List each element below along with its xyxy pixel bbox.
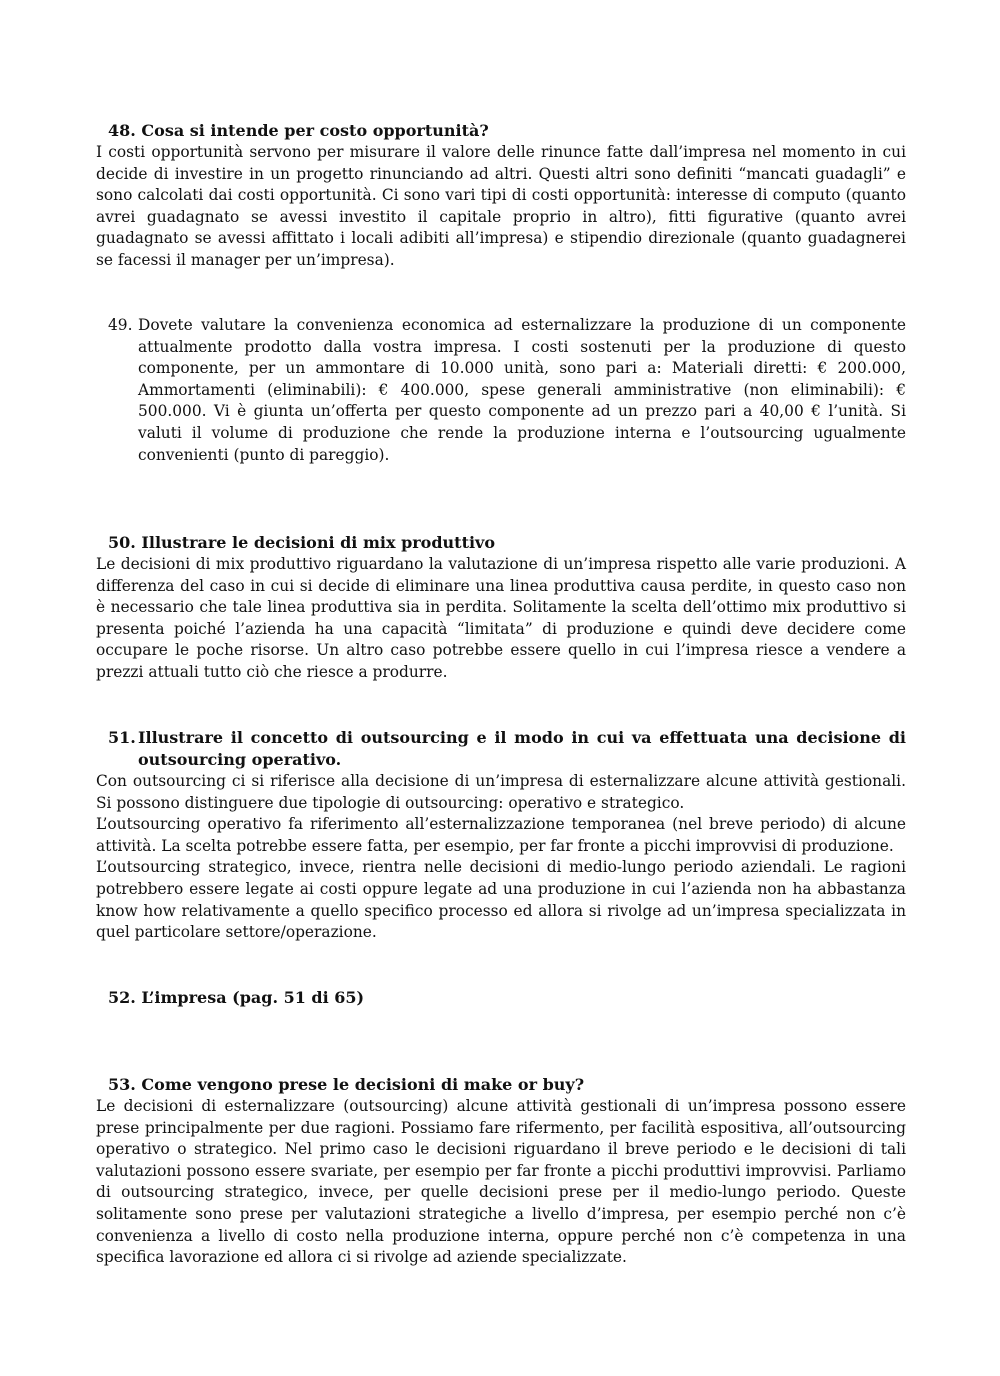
question-51-heading [108,727,906,770]
question-48-answer [96,142,906,272]
question-50-answer-text: Le decisioni di mix produttivo riguardano la valutazione di un’impresa rispetto alle varie produzioni. A differenza del caso in cui si decide di eliminare una linea produttiva causa perdite, in questo caso non è necessario che tale linea produttiva sia in perdita. Solitamente la scelta dell’ottimo mix produttivo si presenta poiché l’azienda ha una capacità “limitata” di produzione e quindi deve decidere come occupare le poche risorse. Un altro caso potrebbe essere quello in cui l’impresa riesce a vendere a prezzi attuali tutto ciò che riesce a produrre. [96,555,906,681]
question-51-paragraph-3: L’outsourcing strategico, invece, rientra nelle decisioni di medio-lungo periodo aziendali. Le ragioni potrebbero essere legate ai costi oppure legate ad una produzione in cui l’azienda non ha abbastanza know how relativamente a quello specifico processo ed allora si rivolge ad un’impresa specializzata in quel particolare settore/operazione. [96,858,906,942]
question-51-heading-text: Illustrare il concetto di outsourcing e il modo in cui va effettuata una decisione di outsourcing operativo. [138,728,906,769]
question-51-answer [96,771,906,944]
question-50-heading [108,532,906,554]
question-53-heading [108,1074,906,1096]
question-48-heading-text: 48. Cosa si intende per costo opportunità? [108,121,489,140]
question-53-answer-text: Le decisioni di esternalizzare (outsourcing) alcune attività gestionali di un’impresa possono essere prese principalmente per due ragioni. Possiamo fare rifermento, per facilità espositiva, all’outsourcing operativo o strategico. Nel primo caso le decisioni riguardano il breve periodo e le decisioni di tali valutazioni possono essere svariate, per esempio per far fronte a picchi produttivi improvvisi. Parliamo di outsourcing strategico, invece, per quelle decisioni prese per il medio-lungo periodo. Queste solitamente sono prese per valutazioni strategiche a livello d’impresa, per esempio perché non c’è convenienza a livello di costo nella produzione interna, oppure perché non c’è competenza in una specifica lavorazione ed allora ci si rivolge ad aziende specializzate. [96,1097,906,1267]
question-51-number: 51. [108,728,136,747]
question-50-heading-text: 50. Illustrare le decisioni di mix produttivo [108,533,495,552]
question-48-heading [108,120,906,142]
question-49 [108,315,906,466]
question-53-answer [96,1096,906,1269]
question-53-heading-text: 53. Come vengono prese le decisioni di make or buy? [108,1075,585,1094]
question-49-text: Dovete valutare la convenienza economica ad esternalizzare la produzione di un componente attualmente prodotto dalla vostra impresa. I costi sostenuti per la produzione di questo componente, per un ammontare di 10.000 unità, sono pari a: Materiali diretti: € 200.000, Ammortamenti (eliminabili): € 400.000, spese generali amministrative (non eliminabili): € 500.000. Vi è giunta un’offerta per questo componente ad un prezzo pari a 40,00 € l’unità. Si valuti il volume di produzione che rende la produzione interna e l’outsourcing ugualmente convenienti (punto di pareggio). [138,316,906,464]
question-51-paragraph-2: L’outsourcing operativo fa riferimento all’esternalizzazione temporanea (nel breve periodo) di alcune attività. La scelta potrebbe essere fatta, per esempio, per far fronte a picchi improvvisi di produzione. [96,815,906,855]
question-48-answer-text: I costi opportunità servono per misurare il valore delle rinunce fatte dall’impresa nel momento in cui decide di investire in un progetto rinunciando ad altri. Questi altri sono definiti “mancati guadagli” e sono calcolati dai costi opportunità. Ci sono vari tipi di costi opportunità: interesse di computo (quanto avrei guadagnato se avessi investito il capitale proprio in altro), fitti figurative (quanto avrei guadagnato se avessi affittato i locali adibiti all’impresa) e stipendio direzionale (quanto guadagnerei se facessi il manager per un’impresa). [96,143,906,269]
question-50-answer [96,554,906,684]
question-52-heading [108,987,906,1009]
question-51-paragraph-1: Con outsourcing ci si riferisce alla decisione di un’impresa di esternalizzare alcune attività gestionali. Si possono distinguere due tipologie di outsourcing: operativo e strategico. [96,772,906,812]
question-52-heading-text: 52. L’impresa (pag. 51 di 65) [108,988,365,1007]
question-49-number: 49. [108,316,133,334]
